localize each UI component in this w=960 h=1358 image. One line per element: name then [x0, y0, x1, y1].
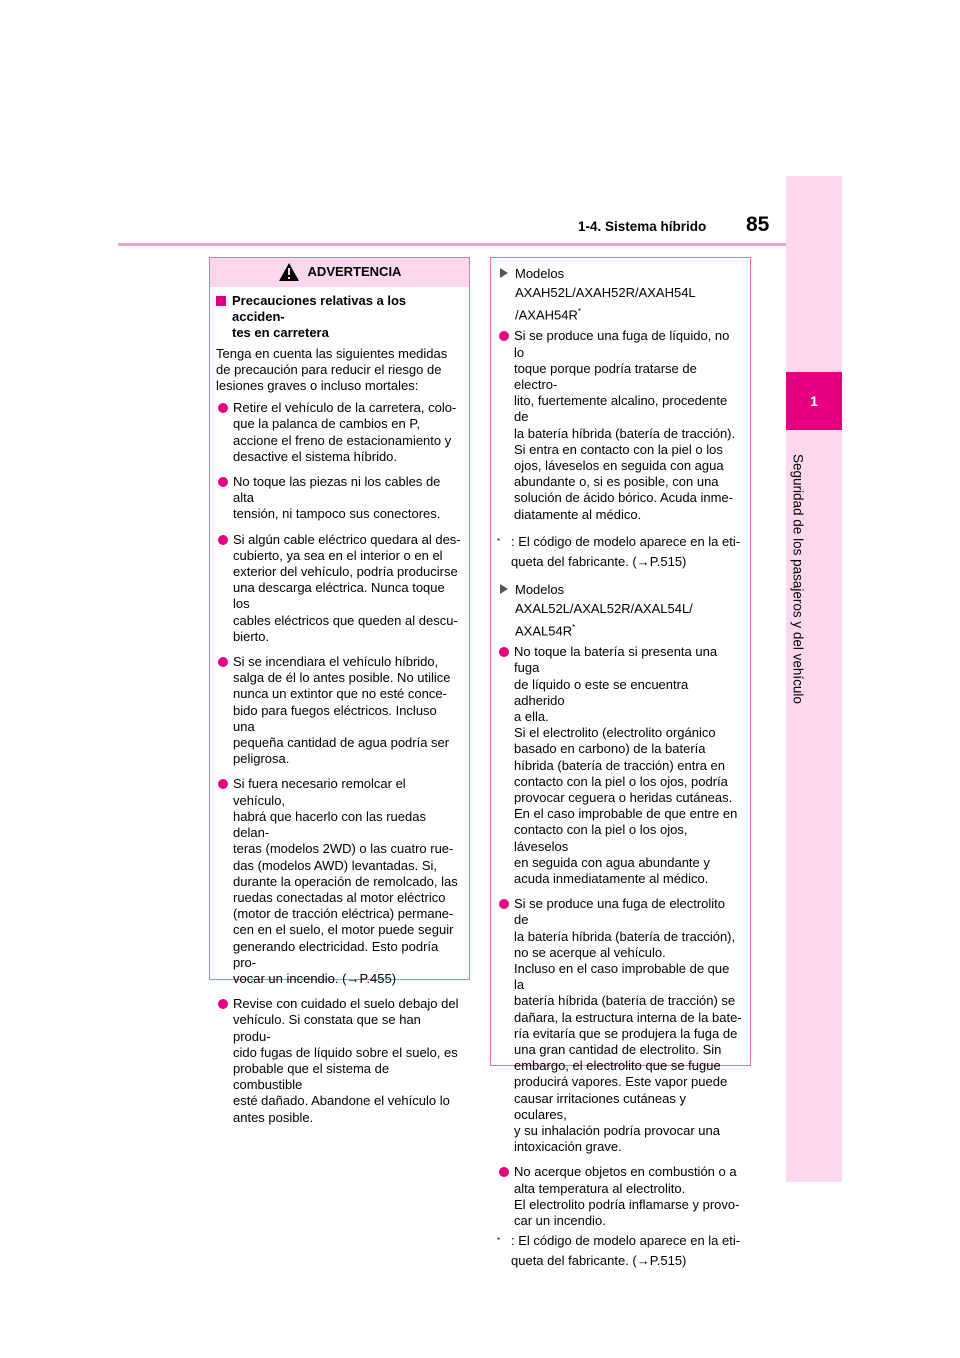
footnote-mark: * — [577, 307, 581, 316]
bullet-dot-icon — [218, 535, 228, 545]
footnote — [497, 532, 742, 572]
list-item — [216, 776, 461, 987]
warning-heading — [216, 293, 461, 342]
list-item-text: No acerque objetos en combustión o a alta temperatura al electrolito. El electrolito podría inflamarse y provo- car un incendio. — [514, 1164, 740, 1228]
chapter-tab — [786, 372, 842, 430]
list-item-text: Revise con cuidado el suelo debajo del vehículo. Si constata que se han produ- cido fugas de líquido sobre el suelo, es probable que el sistema de combustible esté dañado. Abandone el vehículo lo antes posible. — [233, 996, 459, 1125]
warning-title: ADVERTENCIA — [307, 263, 402, 279]
warning-triangle-icon — [278, 262, 300, 282]
list-item — [216, 532, 461, 645]
warning-content — [210, 287, 469, 1126]
square-bullet-icon — [216, 296, 226, 306]
warning-heading-text: Precauciones relativas a los acciden- tes en carretera — [232, 293, 407, 341]
model-group-text: Modelos AXAL52L/AXAL52R/AXAL54L/ AXAL54R — [515, 581, 693, 639]
model-warning-content — [491, 258, 750, 1271]
bullet-dot-icon — [499, 899, 509, 909]
bullet-dot-icon — [218, 477, 228, 487]
header-rule — [118, 243, 786, 246]
section-title: 1-4. Sistema híbrido — [578, 219, 707, 234]
bullet-dot-icon — [499, 331, 509, 341]
list-item-text: Si se produce una fuga de electrolito de la batería híbrida (batería de tracción), no se acerque al vehículo. Incluso en el caso improbable de que la batería híbrida (batería de tracción) se dañara, la estructura interna de la bate- ría evitaría que se produjera la fuga de una gran cantidad de electrolito. Sin embargo, el electrolito que se fugue producirá vapores. Este vapor puede causar irritaciones cutáneas y oculares, y su inhalación podría provocar una intoxicación grave. — [514, 896, 742, 1155]
list-item — [497, 644, 742, 887]
footnote-mark: * — [497, 1236, 501, 1246]
list-item-text: Si fuera necesario remolcar el vehículo, habrá que hacerlo con las ruedas delan- teras (modelos 2WD) o las cuatro rue- das (modelos AWD) levantadas. Si, durante la operación de remolcado, las ruedas conectadas al motor eléctrico (motor de tracción eléctrica) permane- cen en el suelo, el motor puede seguir generando electricidad. Esto podría pro- vocar un incendio. (→P.455) — [233, 776, 458, 986]
list-item — [216, 400, 461, 465]
chapter-number: 1 — [810, 393, 818, 409]
list-item — [497, 328, 742, 522]
list-item — [216, 474, 461, 523]
bullet-dot-icon — [499, 647, 509, 657]
footnote-text: : El código de modelo aparece en la eti- queta del fabricante. (→P.515) — [511, 1233, 741, 1269]
footnote — [497, 1231, 742, 1271]
model-warning-box — [490, 257, 751, 1269]
model-group-heading — [497, 264, 742, 324]
list-item-text: Si algún cable eléctrico quedara al des- cubierto, ya sea en el interior o en el exterior del vehículo, podría producirse una descarga eléctrica. Nunca toque los cables eléctricos que queden al descu- bierto. — [233, 531, 461, 644]
list-item-text: Si se produce una fuga de líquido, no lo toque porque podría tratarse de electro- lito, fuertemente alcalino, procedente de la batería híbrida (batería de tracción). Si entra en contacto con la piel o los ojos, láveselos en seguida con agua abundante o, si es posible, con una solución de ácido bórico. Acuda inme- diatamente al médico. — [514, 328, 736, 522]
bullet-dot-icon — [218, 779, 228, 789]
bullet-dot-icon — [218, 657, 228, 667]
warning-header — [210, 258, 469, 287]
list-item — [497, 1164, 742, 1229]
bullet-dot-icon — [218, 999, 228, 1009]
model-group-text: Modelos AXAH52L/AXAH52R/AXAH54L /AXAH54R — [515, 266, 696, 323]
list-item-text: No toque las piezas ni los cables de alta tensión, ni tampoco sus conectores. — [233, 474, 441, 522]
list-item — [216, 996, 461, 1126]
model-group-heading — [497, 580, 742, 640]
warning-box — [209, 257, 470, 1125]
triangle-bullet-icon — [500, 268, 508, 278]
chapter-title-vertical — [748, 455, 848, 703]
list-item-text: Retire el vehículo de la carretera, colo- que la palanca de cambios en P, accione el freno de estacionamiento y desactive el sistema híbrido. — [233, 400, 457, 464]
footnote-text: : El código de modelo aparece en la eti- queta del fabricante. (→P.515) — [511, 533, 741, 569]
warning-intro: Tenga en cuenta las siguientes medidas de precaución para reducir el riesgo de lesiones graves o incluso mortales: — [216, 345, 448, 394]
list-item — [497, 896, 742, 1155]
bullet-dot-icon — [499, 1167, 509, 1177]
list-item-text: Si se incendiara el vehículo híbrido, salga de él lo antes posible. No utilice nunca un extintor que no esté conce- bido para fuegos eléctricos. Incluso una pequeña cantidad de agua podría ser peligrosa. — [233, 654, 451, 767]
triangle-bullet-icon — [500, 584, 508, 594]
chapter-title: Seguridad de los pasajeros y del vehículo — [790, 454, 806, 704]
list-item — [216, 654, 461, 767]
footnote-mark: * — [497, 536, 501, 546]
list-item-text: No toque la batería si presenta una fuga de líquido o este se encuentra adherido a ella. Si el electrolito (electrolito orgánico basado en carbono) de la batería híbrida (batería de tracción) entra en contacto con la piel o los ojos, podría provocar ceguera o heridas cutáneas. En el caso improbable de que entre en contacto con la piel o los ojos, láveselos en seguida con agua abundante y acuda inmediatamente al médico. — [514, 644, 738, 886]
page-number: 85 — [746, 213, 770, 236]
footnote-mark: * — [572, 622, 576, 632]
bullet-dot-icon — [218, 403, 228, 413]
